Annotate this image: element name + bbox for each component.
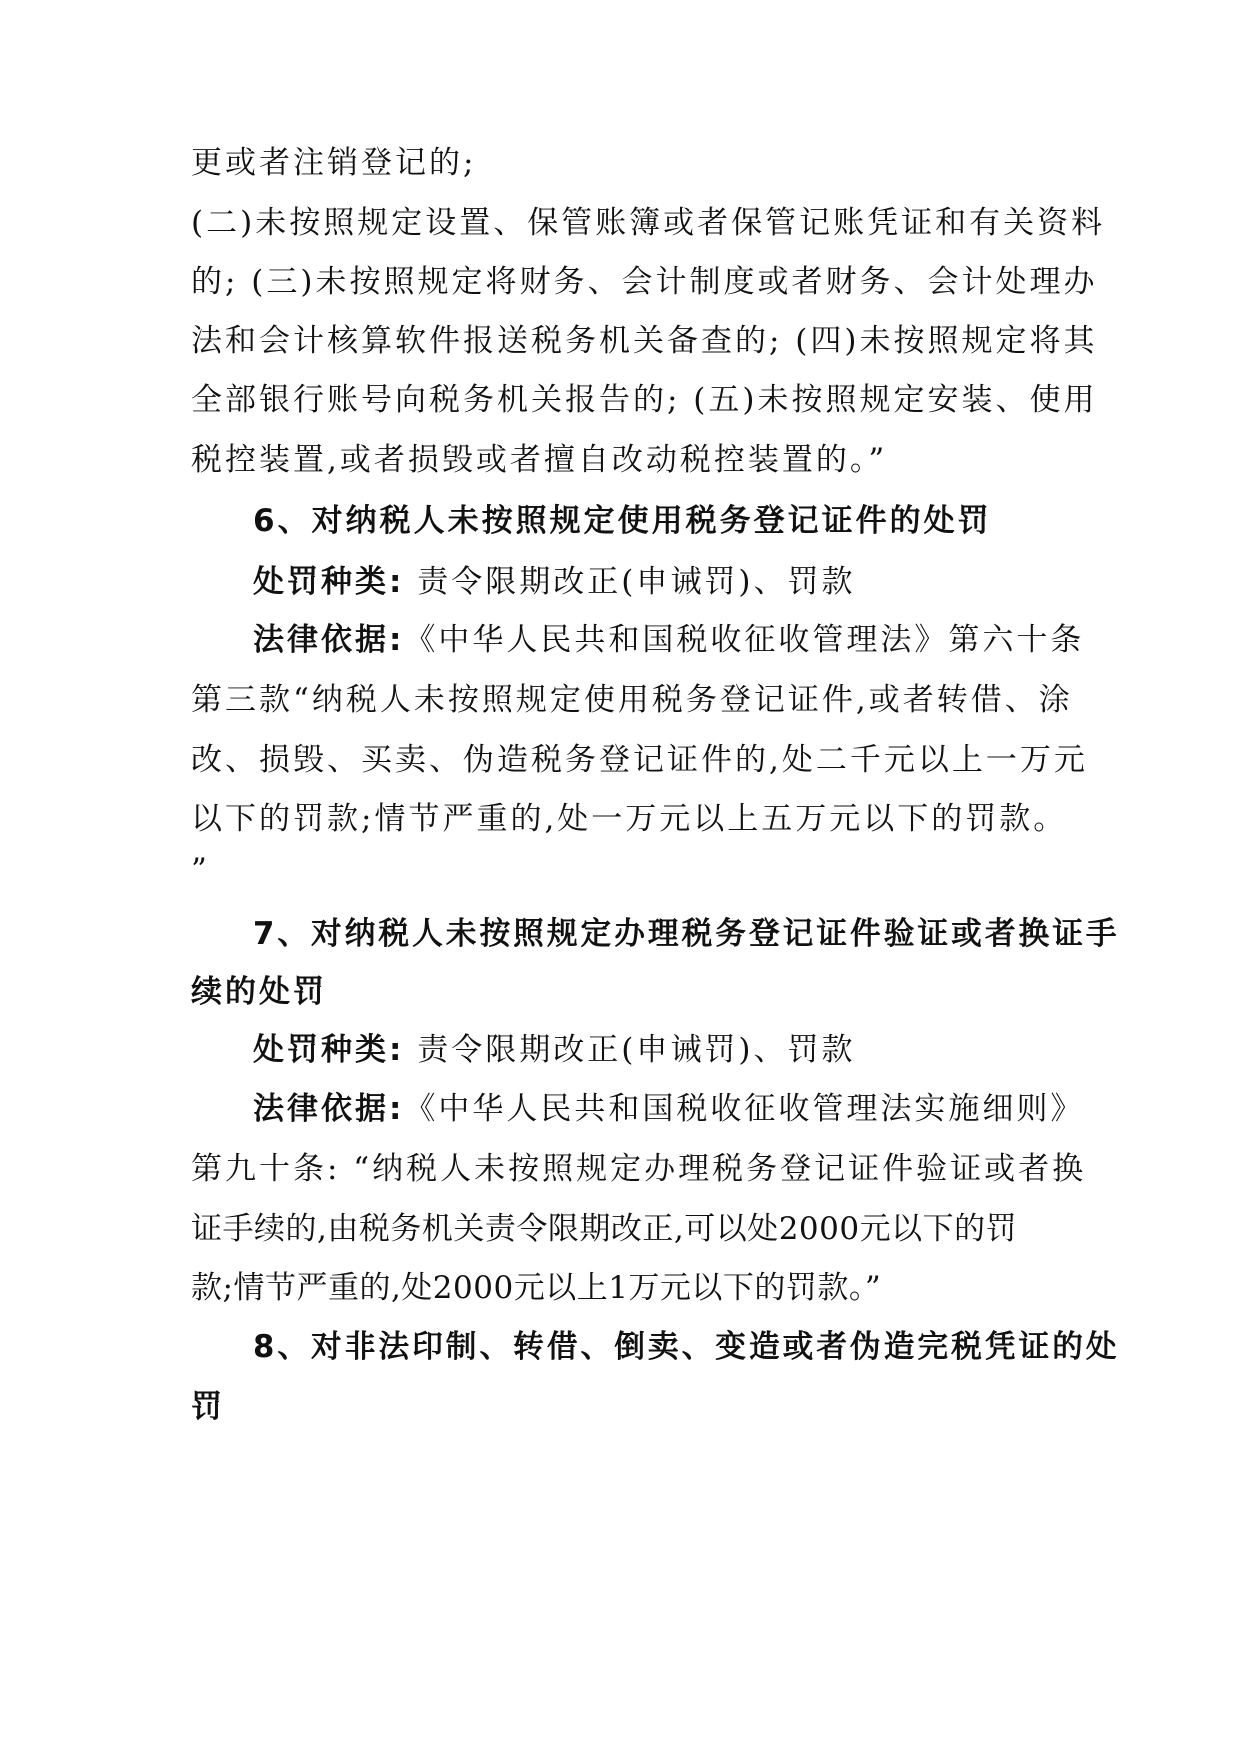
penalty-type-value: 责令限期改正(申诫罚)、罚款: [417, 564, 856, 600]
body-line: 法和会计核算软件报送税务机关备查的; (四)未按照规定将其: [191, 323, 1098, 359]
body-line: 更或者注销登记的;: [191, 145, 477, 181]
body-line: 全部银行账号向税务机关报告的; (五)未按照规定安装、使用: [191, 382, 1098, 418]
penalty-type-label: 处罚种类:: [253, 564, 405, 600]
body-line: ”: [191, 852, 210, 888]
body-line: 证手续的,由税务机关责令限期改正,可以处2000元以下的罚: [191, 1211, 1018, 1247]
body-line: 第九十条: “纳税人未按照规定办理税务登记证件验证或者换: [191, 1151, 1087, 1187]
body-line: 税控装置,或者损毁或者擅自改动税控装置的。”: [191, 442, 888, 478]
body-line: 以下的罚款;情节严重的,处一万元以上五万元以下的罚款。: [191, 801, 1068, 837]
body-line: 款;情节严重的,处2000元以上1万元以下的罚款。”: [191, 1270, 882, 1306]
section-7-heading-continued: 续的处罚: [191, 974, 327, 1010]
section-6-heading: 6、对纳税人未按照规定使用税务登记证件的处罚: [253, 503, 992, 539]
section-8-heading: 8、对非法印制、转借、倒卖、变造或者伪造完税凭证的处: [253, 1329, 1120, 1365]
body-line: 第三款“纳税人未按照规定使用税务登记证件,或者转借、涂: [191, 682, 1073, 718]
legal-basis-label: 法律依据:: [253, 1091, 405, 1127]
body-line: 改、损毁、买卖、伪造税务登记证件的,处二千元以上一万元: [191, 742, 1088, 778]
section-7-penalty-type: [253, 1030, 1053, 1070]
section-6-legal-basis: [253, 620, 1085, 660]
section-8-heading-continued: 罚: [191, 1389, 225, 1425]
legal-basis-text: 《中华人民共和国税收征收管理法》第六十条: [404, 622, 1085, 658]
legal-basis-label: 法律依据:: [253, 622, 405, 658]
body-line: (二)未按照规定设置、保管账簿或者保管记账凭证和有关资料: [191, 205, 1106, 241]
body-line: 的; (三)未按照规定将财务、会计制度或者财务、会计处理办: [191, 264, 1098, 300]
legal-basis-text: 《中华人民共和国税收征收管理法实施细则》: [404, 1091, 1085, 1127]
section-6-penalty-type: [253, 562, 1053, 602]
penalty-type-label: 处罚种类:: [253, 1032, 405, 1068]
section-7-legal-basis: [253, 1089, 1085, 1129]
section-7-heading: 7、对纳税人未按照规定办理税务登记证件验证或者换证手: [253, 916, 1120, 952]
penalty-type-value: 责令限期改正(申诫罚)、罚款: [417, 1032, 856, 1068]
